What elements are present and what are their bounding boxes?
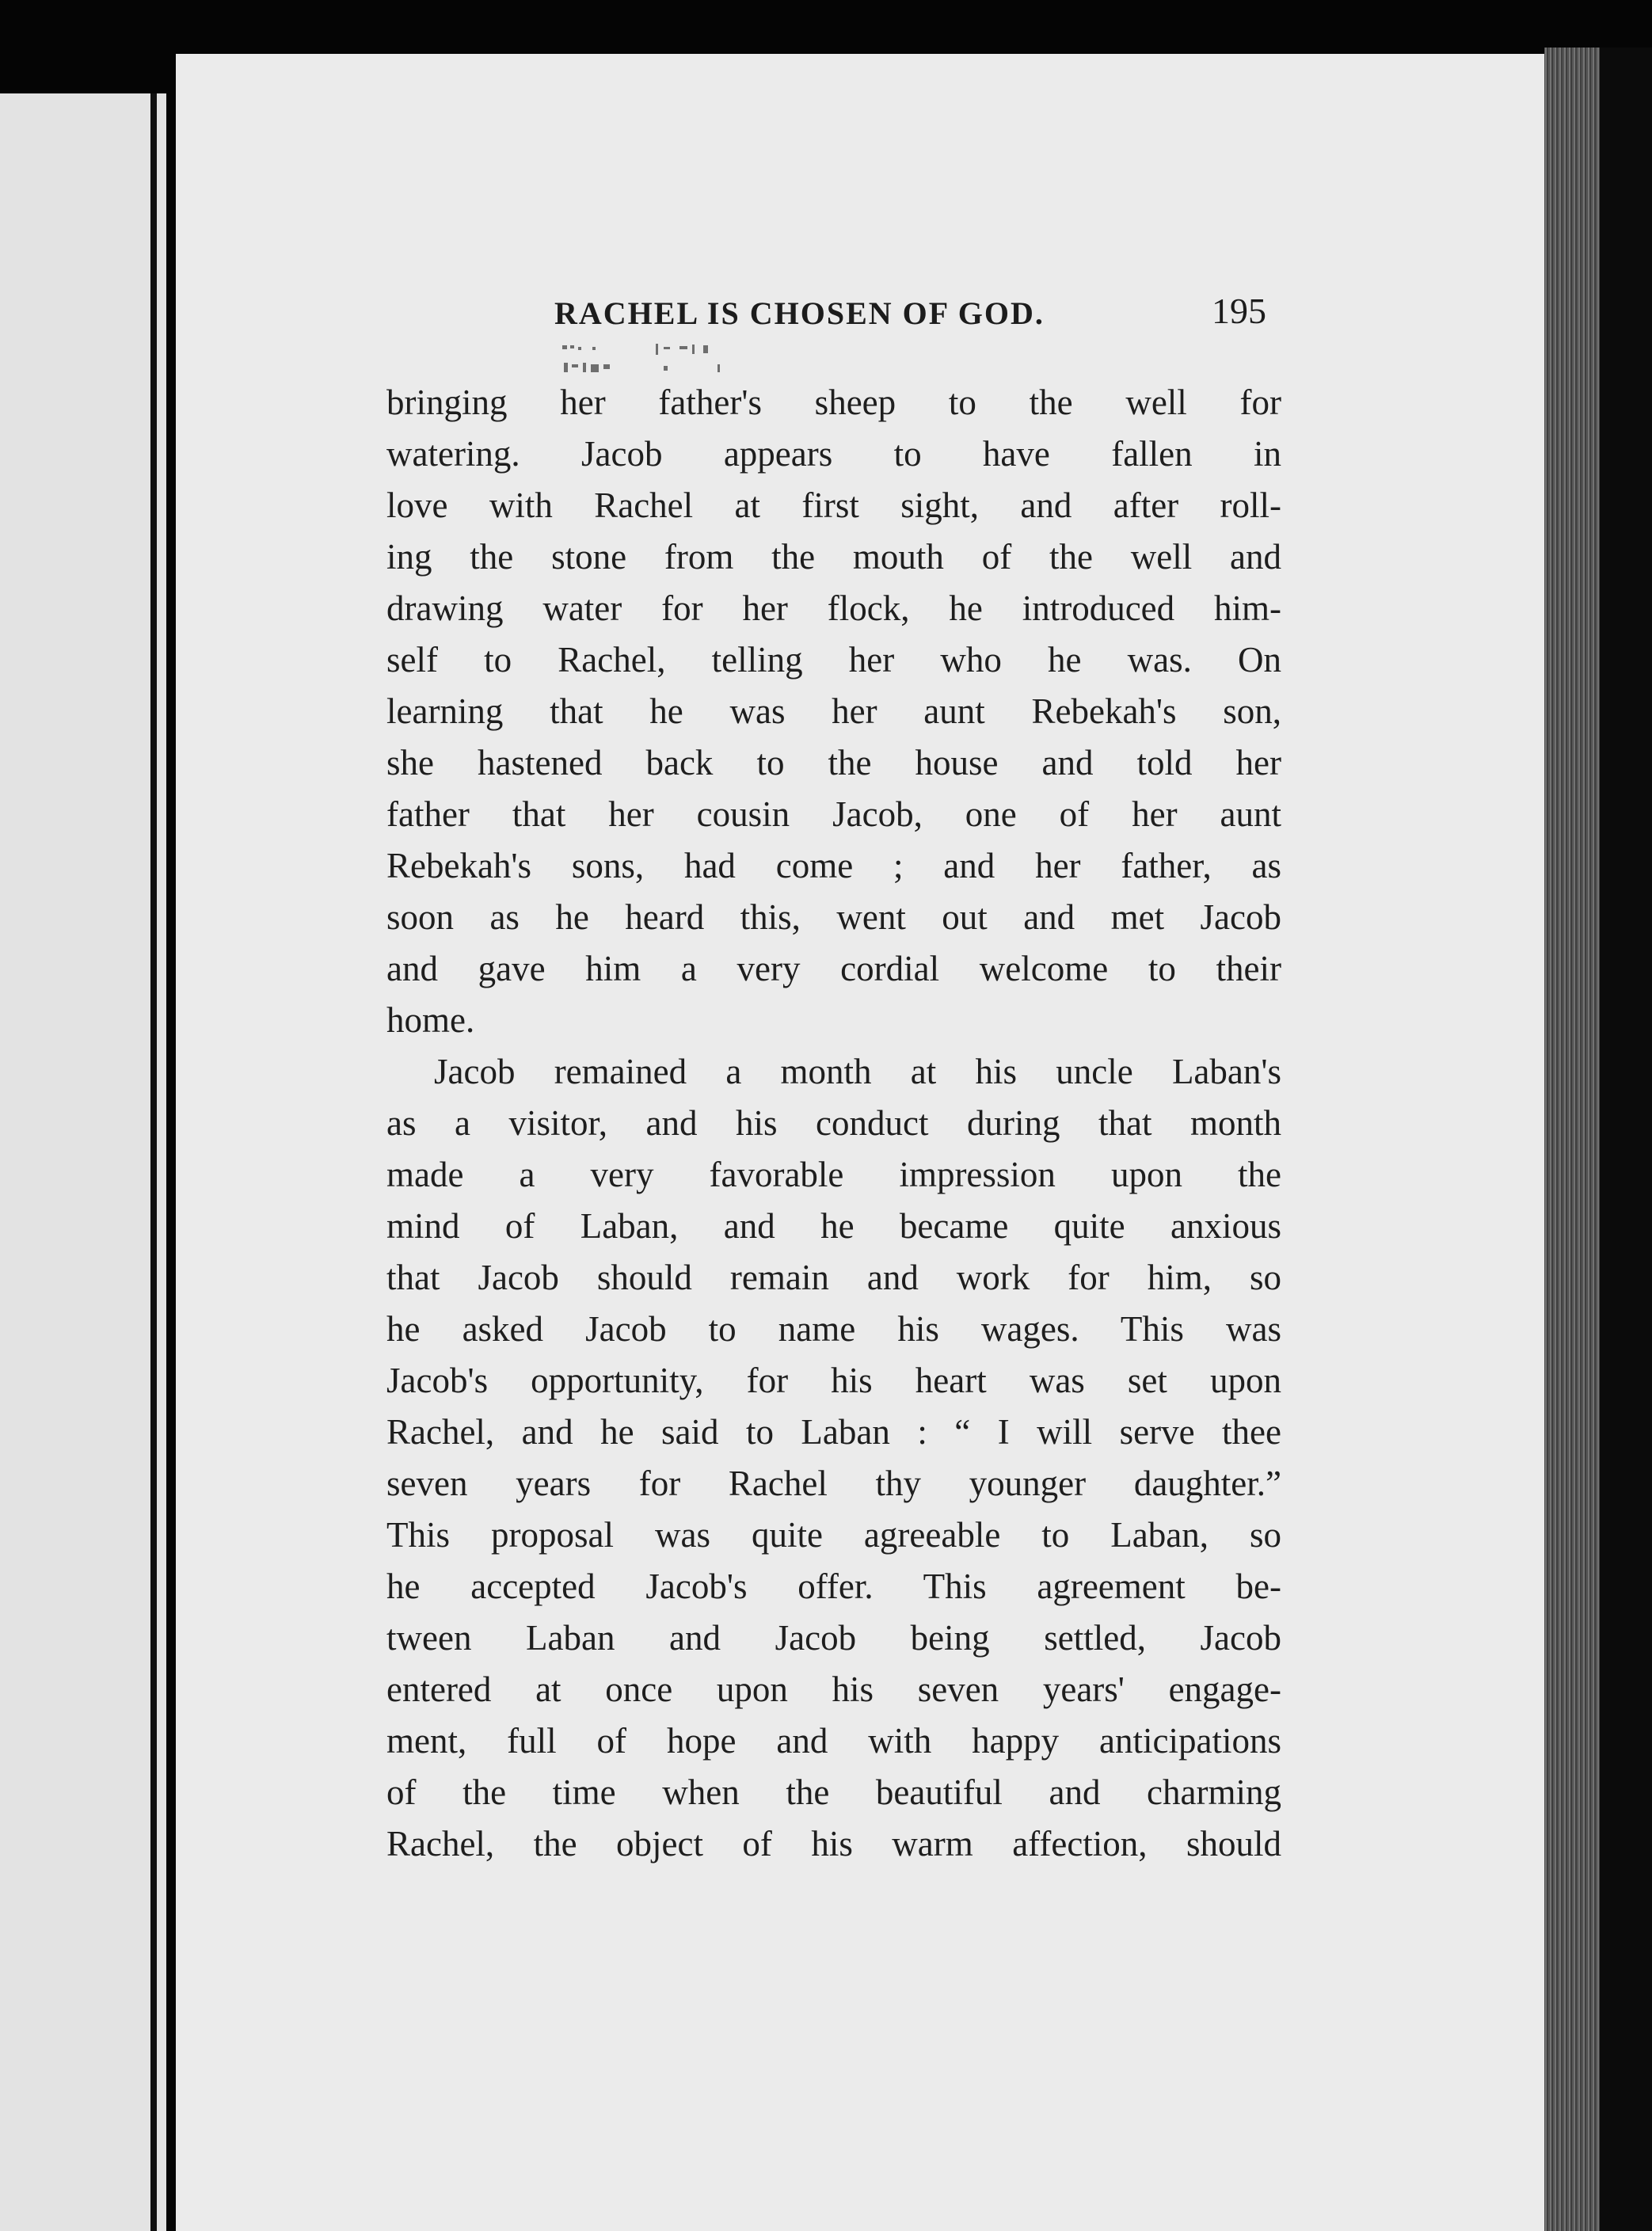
text-line: self to Rachel, telling her who he was. On — [386, 640, 1281, 680]
paragraph-2 — [386, 1046, 1281, 1870]
text-line: father that her cousin Jacob, one of her aunt — [386, 794, 1281, 834]
text-line: she hastened back to the house and told her — [386, 743, 1281, 782]
text-line: This proposal was quite agreeable to Laban, so — [386, 1515, 1281, 1555]
text-line: ment, full of hope and with happy anticipations — [386, 1721, 1281, 1761]
scan-background — [1600, 48, 1652, 2231]
book-page-edges — [1544, 48, 1600, 2231]
text-line: learning that he was her aunt Rebekah's son, — [386, 691, 1281, 731]
text-line: that Jacob should remain and work for him, so — [386, 1258, 1281, 1297]
text-line: of the time when the beautiful and charming — [386, 1772, 1281, 1812]
text-line: tween Laban and Jacob being settled, Jacob — [386, 1618, 1281, 1658]
text-line: Jacob's opportunity, for his heart was set upon — [386, 1361, 1281, 1400]
text-line: love with Rachel at first sight, and after roll- — [386, 485, 1281, 525]
text-line: Jacob remained a month at his uncle Laban's — [434, 1052, 1281, 1091]
text-line: he accepted Jacob's offer. This agreement be- — [386, 1567, 1281, 1606]
text-line: home. — [386, 1000, 475, 1040]
running-head-title: RACHEL IS CHOSEN OF GOD. — [554, 295, 1045, 331]
paragraph-1 — [386, 377, 1281, 1046]
text-line: ing the stone from the mouth of the well and — [386, 537, 1281, 577]
body-text — [386, 377, 1281, 1870]
text-line: mind of Laban, and he became quite anxious — [386, 1206, 1281, 1246]
gutter-shadow — [150, 93, 157, 2231]
text-line: as a visitor, and his conduct during that month — [386, 1103, 1281, 1143]
page-number: 195 — [1212, 291, 1266, 331]
text-line: soon as he heard this, went out and met Jacob — [386, 897, 1281, 937]
text-line: entered at once upon his seven years' engage- — [386, 1669, 1281, 1709]
facing-page-edge — [0, 93, 166, 2231]
text-line: and gave him a very cordial welcome to their — [386, 949, 1281, 988]
text-line: Rachel, and he said to Laban : “ I will serve thee — [386, 1412, 1281, 1452]
text-line: seven years for Rachel thy younger daughter.” — [386, 1464, 1281, 1503]
text-line: bringing her father's sheep to the well for — [386, 383, 1281, 422]
text-line: Rebekah's sons, had come ; and her father, as — [386, 846, 1281, 885]
text-line: Rachel, the object of his warm affection, should — [386, 1824, 1281, 1864]
text-line: drawing water for her flock, he introduced him- — [386, 588, 1281, 628]
text-line: made a very favorable impression upon the — [386, 1155, 1281, 1194]
text-line: watering. Jacob appears to have fallen in — [386, 434, 1281, 474]
text-line: he asked Jacob to name his wages. This was — [386, 1309, 1281, 1349]
